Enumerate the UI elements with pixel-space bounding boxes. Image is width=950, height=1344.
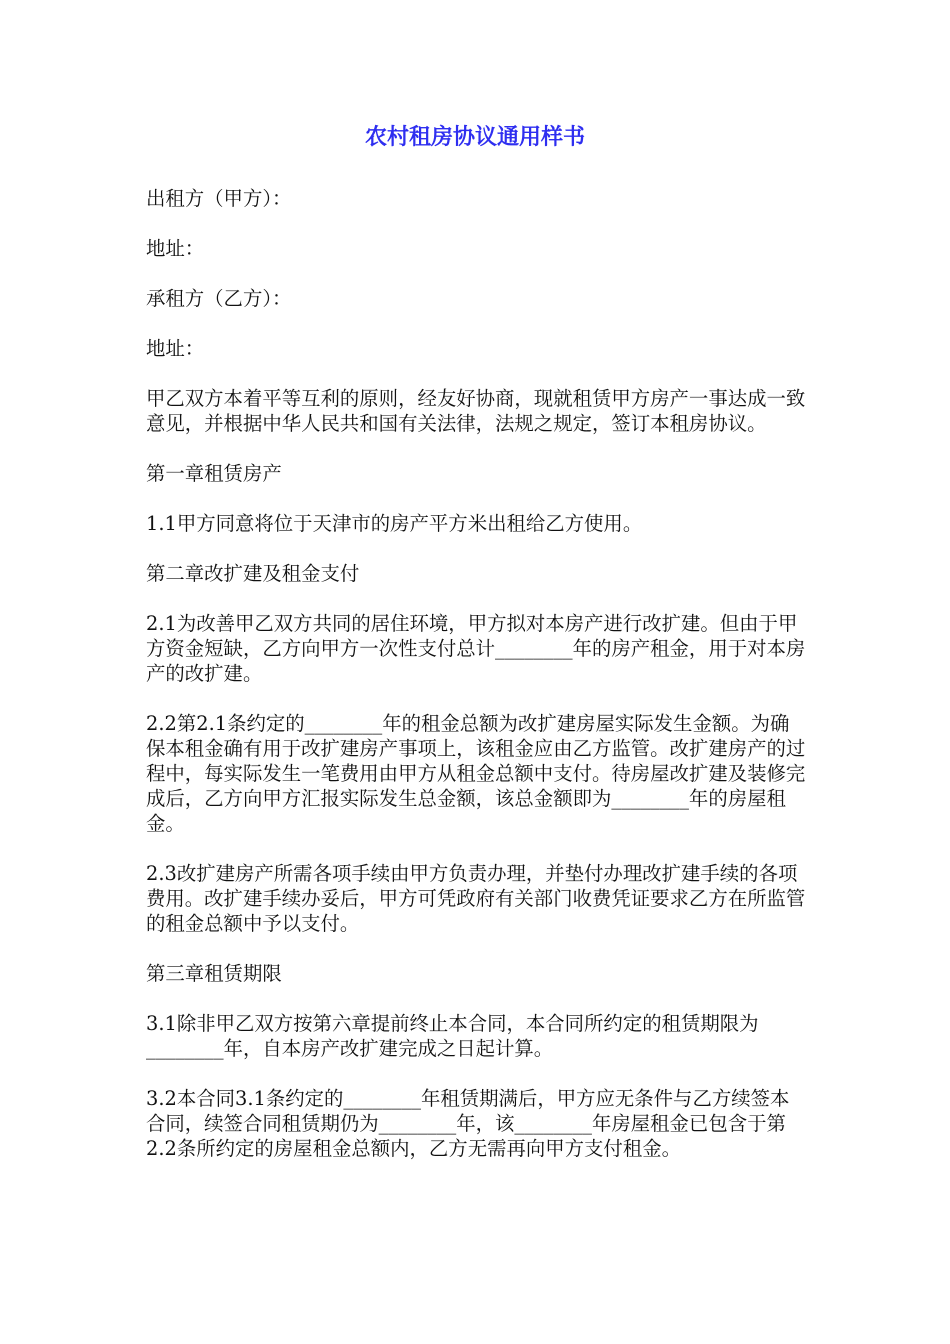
clause-2-2: 2.2第2.1条约定的________年的租金总额为改扩建房屋实际发生金额。为确保本租金确有用于改扩建房产事项上，该租金应由乙方监管。改扩建房产的过程中，每实际发生一笔费用由甲方从租金总额中支付。待房屋改扩建及装修完成后，乙方向甲方汇报实际发生总金额，该总金额即为________年的房屋租金。 (146, 712, 806, 835)
lessor-address-line: 地址： (146, 237, 205, 260)
chapter-3-heading: 第三章租赁期限 (146, 962, 282, 985)
clause-2-3: 2.3改扩建房产所需各项手续由甲方负责办理，并垫付办理改扩建手续的各项费用。改扩建手续办妥后，甲方可凭政府有关部门收费凭证要求乙方在所监管的租金总额中予以支付。 (146, 862, 806, 935)
lessee-line: 承租方（乙方）： (146, 287, 292, 310)
lessor-line: 出租方（甲方）： (146, 187, 292, 210)
lessee-address-line: 地址： (146, 337, 205, 360)
clause-3-1: 3.1除非甲乙双方按第六章提前终止本合同，本合同所约定的租赁期限为________年，自本房产改扩建完成之日起计算。 (146, 1012, 759, 1060)
clause-1-1: 1.1甲方同意将位于天津市的房产平方米出租给乙方使用。 (146, 512, 643, 535)
document-body (146, 186, 806, 1186)
document-title: 农村租房协议通用样书 (364, 125, 585, 150)
chapter-2-heading: 第二章改扩建及租金支付 (146, 562, 360, 585)
clause-2-1: 2.1为改善甲乙双方共同的居住环境，甲方拟对本房产进行改扩建。但由于甲方资金短缺，乙方向甲方一次性支付总计________年的房产租金，用于对本房产的改扩建。 (146, 612, 806, 685)
clause-3-2: 3.2本合同3.1条约定的________年租赁期满后，甲方应无条件与乙方续签本合同，续签合同租赁期仍为________年，该________年房屋租金已包含于第2.2条所约定的房屋租金总额内，乙方无需再向甲方支付租金。 (146, 1087, 790, 1160)
chapter-1-heading: 第一章租赁房产 (146, 462, 282, 485)
preamble-paragraph: 甲乙双方本着平等互利的原则，经友好协商，现就租赁甲方房产一事达成一致意见，并根据中华人民共和国有关法律，法规之规定，签订本租房协议。 (146, 387, 806, 435)
